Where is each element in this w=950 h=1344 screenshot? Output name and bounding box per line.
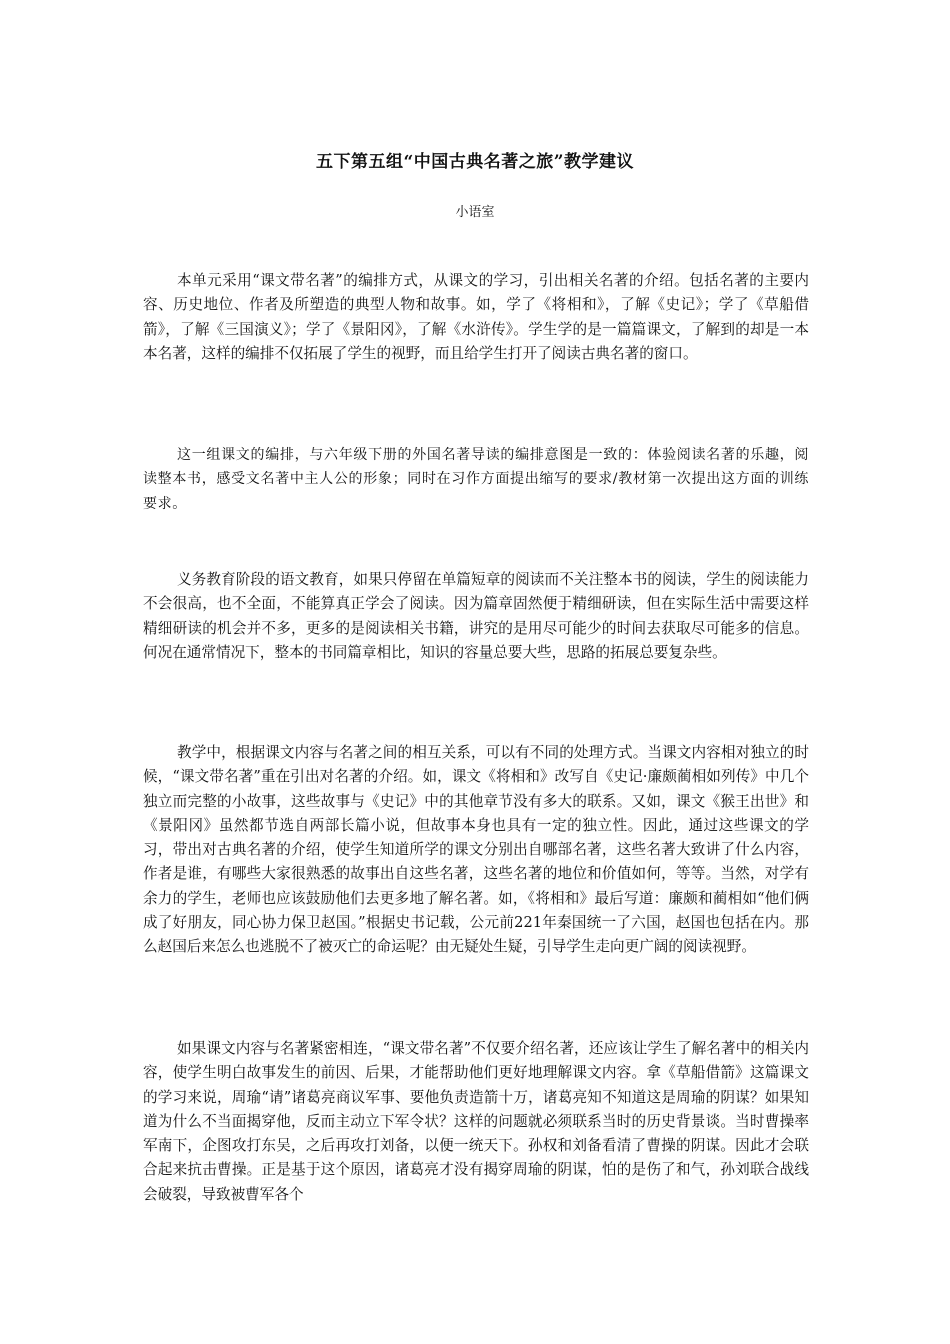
document-author: 小语室 — [455, 205, 495, 220]
paragraph: 如果课文内容与名著紧密相连，“课文带名著”不仅要介绍名著，还应该让学生了解名著中的相关内容，使学生明白故事发生的前因、后果，才能帮助他们更好地理解课文内容。拿《草船借箭》这篇课文的学习来说，周瑜“请”诸葛亮商议军事、要他负责造箭十万，诸葛亮知不知道这是周瑜的阴谋？如果知道为什么不当面揭穿他，反而主动立下军令状？这样的问题就必须联系当时的历史背景谈。当时曹操率军南下，企图攻打东吴，之后再攻打刘备，以便一统天下。孙权和刘备看清了曹操的阴谋。因此才会联合起来抗击曹操。正是基于这个原因，诸葛亮才没有揭穿周瑜的阴谋，怕的是伤了和气，孙刘联合战线会破裂，导致被曹军各个 — [143, 1040, 809, 1203]
paragraph: 义务教育阶段的语文教育，如果只停留在单篇短章的阅读而不关注整本书的阅读，学生的阅读能力不会很高，也不全面，不能算真正学会了阅读。因为篇章固然便于精细研读，但在实际生活中需要这样精细研读的机会并不多，更多的是阅读相关书籍，讲究的是用尽可能少的时间去获取尽可能多的信息。何况在通常情况下，整本的书同篇章相比，知识的容量总要大些，思路的拓展总要复杂些。 — [143, 571, 809, 661]
document-title: 五下第五组“中国古典名著之旅”教学建议 — [315, 152, 635, 172]
paragraph: 教学中，根据课文内容与名著之间的相互关系，可以有不同的处理方式。当课文内容相对独立的时候，“课文带名著”重在引出对名著的介绍。如，课文《将相和》改写自《史记·廉颇蔺相如列传》中几个独立而完整的小故事，这些故事与《史记》中的其他章节没有多大的联系。又如，课文《猴王出世》和《景阳冈》虽然都节选自两部长篇小说，但故事本身也具有一定的独立性。因此，通过这些课文的学习，带出对古典名著的介绍，使学生知道所学的课文分别出自哪部名著，这些名著大致讲了什么内容，作者是谁，有哪些大家很熟悉的故事出自这些名著，这些名著的地位和价值如何，等等。当然，对学有余力的学生，老师也应该鼓励他们去更多地了解名著。如，《将相和》最后写道：廉颇和蔺相如“他们俩成了好朋友，同心协力保卫赵国。”根据史书记载，公元前221年秦国统一了六国，赵国也包括在内。那么赵国后来怎么也逃脱不了被灭亡的命运呢？由无疑处生疑，引导学生走向更广阔的阅读视野。 — [143, 744, 809, 956]
paragraph: 这一组课文的编排，与六年级下册的外国名著导读的编排意图是一致的：体验阅读名著的乐趣，阅读整本书，感受文名著中主人公的形象；同时在习作方面提出缩写的要求/教材第一次提出这方面的训练要求。 — [143, 447, 809, 512]
paragraph: 本单元采用“课文带名著”的编排方式，从课文的学习，引出相关名著的介绍。包括名著的主要内容、历史地位、作者及所塑造的典型人物和故事。如，学了《将相和》，了解《史记》；学了《草船借箭》，了解《三国演义》；学了《景阳冈》，了解《水浒传》。学生学的是一篇篇课文，了解到的却是一本本名著，这样的编排不仅拓展了学生的视野，而且给学生打开了阅读古典名著的窗口。 — [143, 272, 809, 362]
